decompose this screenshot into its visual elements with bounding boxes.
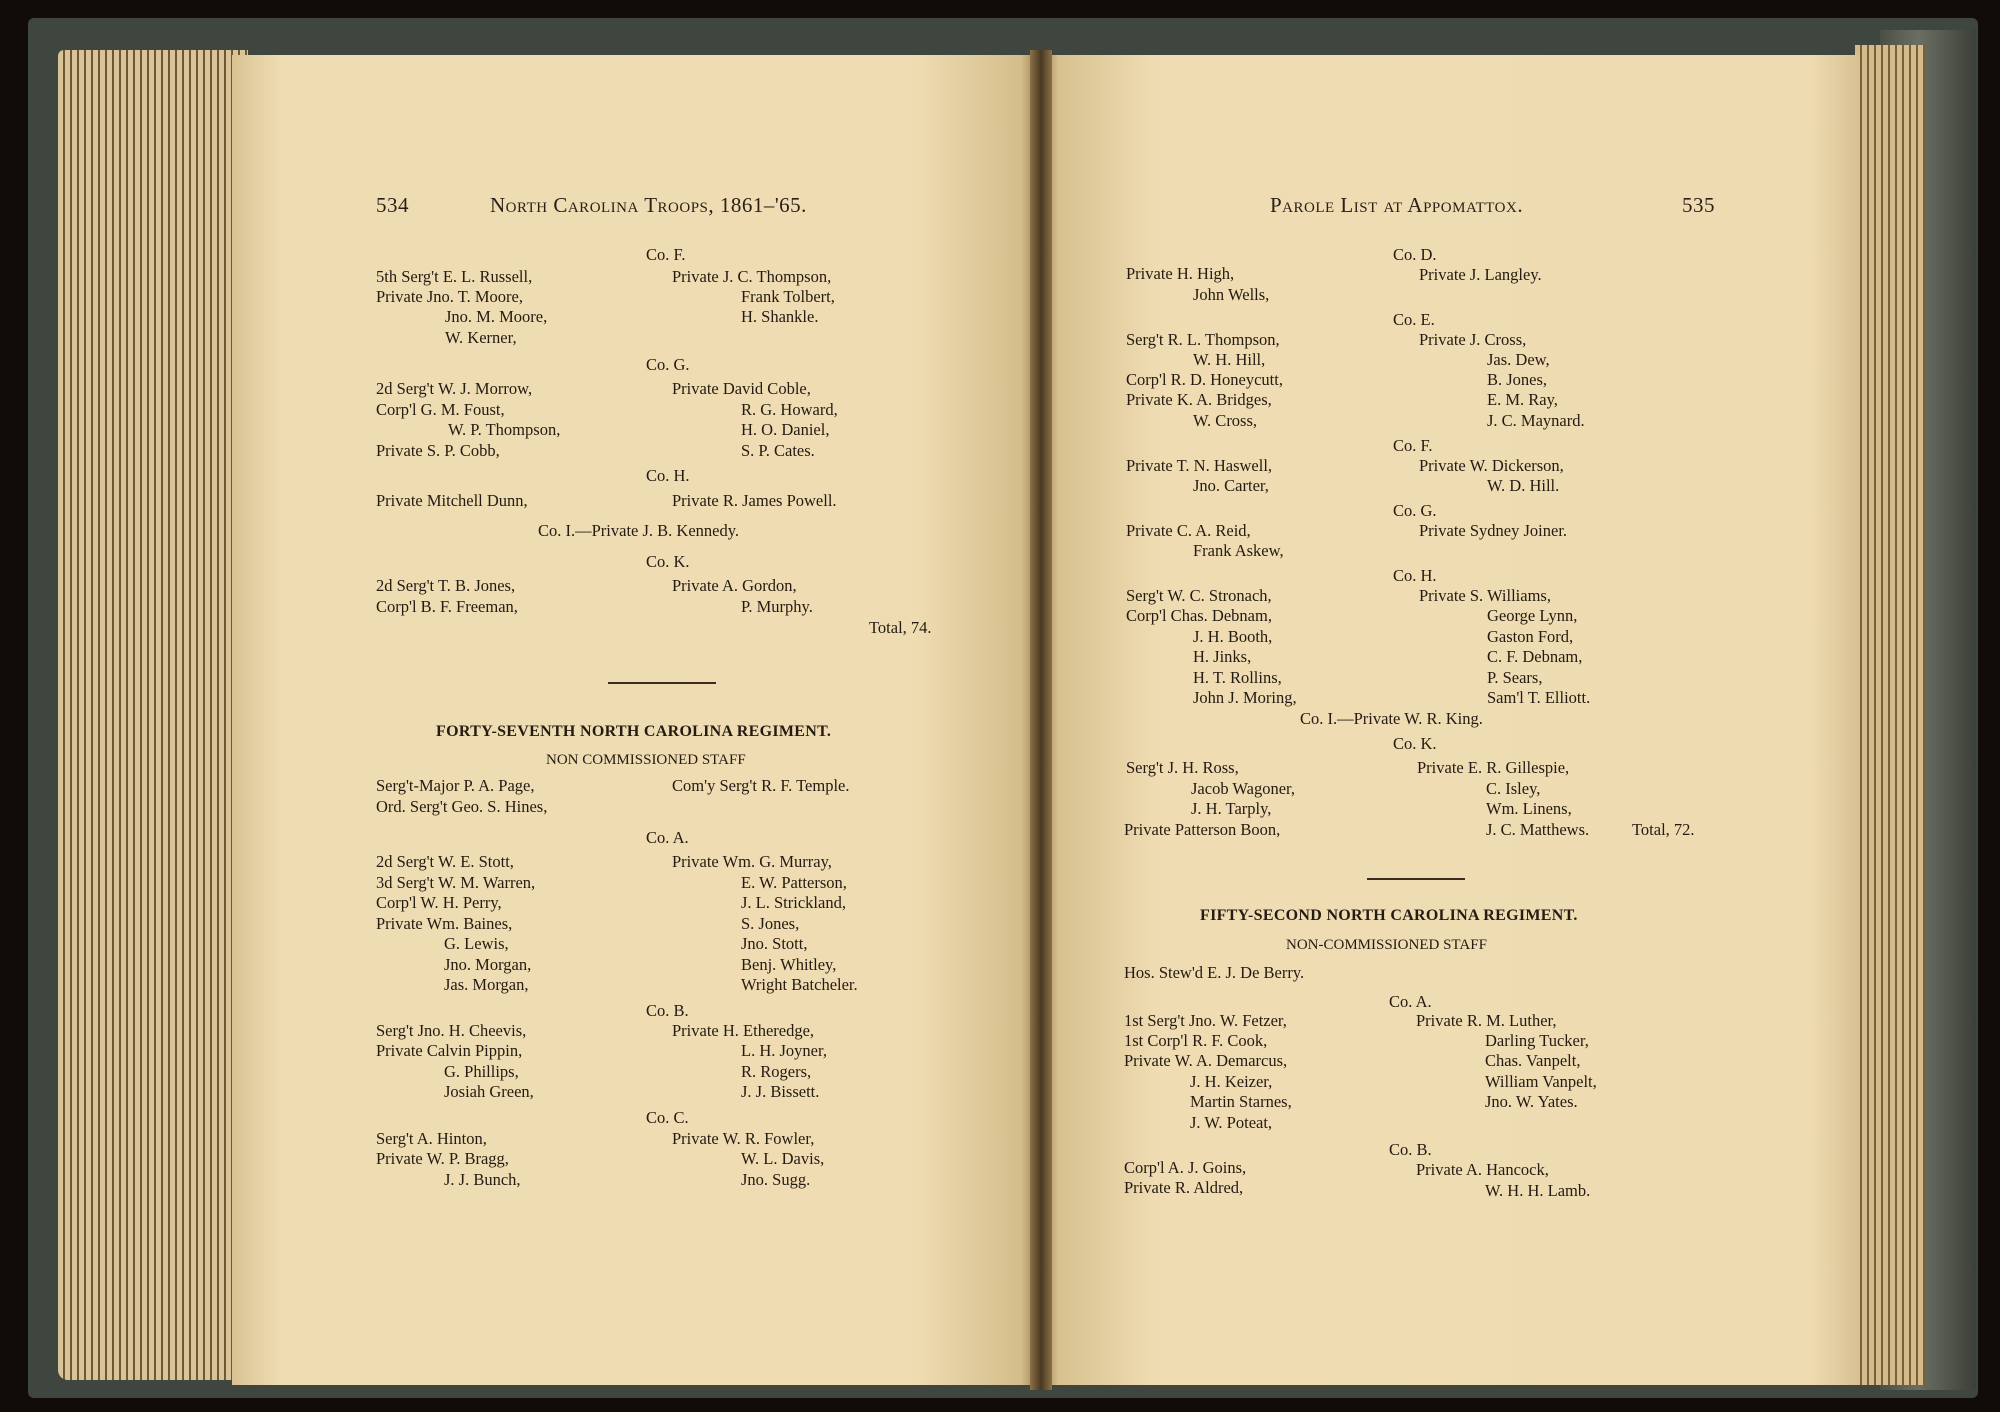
list-item: H. Jinks, <box>1193 647 1252 666</box>
list-item: Serg't R. L. Thompson, <box>1126 330 1280 349</box>
list-item: 2d Serg't W. J. Morrow, <box>376 379 533 398</box>
total: Total, 74. <box>869 618 932 637</box>
list-item: Corp'l A. J. Goins, <box>1124 1158 1247 1177</box>
list-item: Private S. Williams, <box>1419 586 1551 605</box>
list-item: Josiah Green, <box>444 1082 534 1101</box>
list-item: John J. Moring, <box>1193 688 1297 707</box>
list-item: Private Wm. Baines, <box>376 914 513 933</box>
list-item: W. Kerner, <box>445 328 517 347</box>
list-item: Private J. Cross, <box>1419 330 1527 349</box>
list-item: Ord. Serg't Geo. S. Hines, <box>376 797 548 816</box>
list-item: Private Jno. T. Moore, <box>376 287 523 306</box>
divider <box>1367 878 1465 880</box>
list-item: P. Murphy. <box>741 597 813 616</box>
list-item: J. L. Strickland, <box>741 893 846 912</box>
company-heading: Co. K. <box>1393 734 1437 753</box>
list-item: Private A. Gordon, <box>672 576 797 595</box>
left-page-stack <box>58 50 248 1380</box>
list-item: Private W. P. Bragg, <box>376 1149 509 1168</box>
list-item: Corp'l Chas. Debnam, <box>1126 606 1272 625</box>
list-item: Private T. N. Haswell, <box>1126 456 1273 475</box>
list-item: W. D. Hill. <box>1487 476 1560 495</box>
list-item: William Vanpelt, <box>1485 1072 1597 1091</box>
list-item: J. H. Booth, <box>1193 627 1273 646</box>
list-item: Private Mitchell Dunn, <box>376 491 528 510</box>
list-item: Jas. Morgan, <box>444 975 529 994</box>
list-item: Private Calvin Pippin, <box>376 1041 523 1060</box>
list-item: H. T. Rollins, <box>1193 668 1282 687</box>
company-heading: Co. F. <box>646 245 686 264</box>
list-item: 2d Serg't T. B. Jones, <box>376 576 516 595</box>
list-item: J. J. Bunch, <box>444 1170 521 1189</box>
list-item: P. Sears, <box>1487 668 1543 687</box>
list-item: Co. I.—Private J. B. Kennedy. <box>538 521 740 540</box>
list-item: H. O. Daniel, <box>741 420 830 439</box>
company-heading: Co. C. <box>646 1108 689 1127</box>
list-item: Darling Tucker, <box>1485 1031 1589 1050</box>
list-item: J. C. Maynard. <box>1487 411 1585 430</box>
list-item: Serg't Jno. H. Cheevis, <box>376 1021 527 1040</box>
list-item: W. L. Davis, <box>741 1149 825 1168</box>
list-item: J. C. Matthews. <box>1486 820 1590 839</box>
list-item: Private K. A. Bridges, <box>1126 390 1272 409</box>
list-item: Corp'l W. H. Perry, <box>376 893 502 912</box>
company-heading: Co. A. <box>1389 992 1432 1011</box>
staff-title: NON COMMISSIONED STAFF <box>546 752 746 768</box>
list-item: Private E. R. Gillespie, <box>1417 758 1570 777</box>
list-item: C. F. Debnam, <box>1487 647 1583 666</box>
list-item: W. P. Thompson, <box>448 420 561 439</box>
list-item: W. Cross, <box>1193 411 1258 430</box>
list-item: Jno. Carter, <box>1193 476 1269 495</box>
list-item: Private Patterson Boon, <box>1124 820 1281 839</box>
list-item: Jacob Wagoner, <box>1191 779 1296 798</box>
list-item: R. Rogers, <box>741 1062 812 1081</box>
list-item: H. Shankle. <box>741 307 819 326</box>
list-item: W. H. H. Lamb. <box>1485 1181 1591 1200</box>
list-item: Private H. High, <box>1126 264 1235 283</box>
company-heading: Co. E. <box>1393 310 1435 329</box>
company-heading: Co. F. <box>1393 436 1433 455</box>
company-heading: Co. H. <box>646 466 690 485</box>
list-item: 1st Corp'l R. F. Cook, <box>1124 1031 1268 1050</box>
list-item: Frank Tolbert, <box>741 287 835 306</box>
list-item: S. Jones, <box>741 914 800 933</box>
list-item: W. H. Hill, <box>1193 350 1266 369</box>
list-item: Co. I.—Private W. R. King. <box>1300 709 1483 728</box>
list-item: 3d Serg't W. M. Warren, <box>376 873 536 892</box>
list-item: Private A. Hancock, <box>1416 1160 1549 1179</box>
company-heading: Co. A. <box>646 828 689 847</box>
list-item: 5th Serg't E. L. Russell, <box>376 267 533 286</box>
list-item: 2d Serg't W. E. Stott, <box>376 852 514 871</box>
list-item: Hos. Stew'd E. J. De Berry. <box>1124 963 1305 982</box>
list-item: Serg't J. H. Ross, <box>1126 758 1239 777</box>
list-item: Serg't-Major P. A. Page, <box>376 776 535 795</box>
page-number: 535 <box>1682 193 1715 217</box>
list-item: J. H. Tarply, <box>1191 799 1272 818</box>
company-heading: Co. B. <box>1389 1140 1432 1159</box>
list-item: S. P. Cates. <box>741 441 815 460</box>
list-item: Com'y Serg't R. F. Temple. <box>672 776 850 795</box>
list-item: Private W. R. Fowler, <box>672 1129 815 1148</box>
regiment-title: FORTY-SEVENTH NORTH CAROLINA REGIMENT. <box>436 723 832 740</box>
company-heading: Co. G. <box>646 355 690 374</box>
list-item: E. M. Ray, <box>1487 390 1558 409</box>
list-item: Private J. C. Thompson, <box>672 267 832 286</box>
book-gutter <box>1030 50 1052 1390</box>
list-item: Private W. A. Demarcus, <box>1124 1051 1288 1070</box>
list-item: C. Isley, <box>1486 779 1541 798</box>
list-item: E. W. Patterson, <box>741 873 847 892</box>
divider <box>608 682 716 684</box>
list-item: Private H. Etheredge, <box>672 1021 815 1040</box>
company-heading: Co. D. <box>1393 245 1437 264</box>
list-item: Corp'l R. D. Honeycutt, <box>1126 370 1283 389</box>
list-item: J. W. Poteat, <box>1190 1113 1273 1132</box>
list-item: Corp'l G. M. Foust, <box>376 400 505 419</box>
list-item: Private David Coble, <box>672 379 811 398</box>
list-item: Jno. W. Yates. <box>1485 1092 1578 1111</box>
list-item: Frank Askew, <box>1193 541 1284 560</box>
list-item: John Wells, <box>1193 285 1270 304</box>
list-item: L. H. Joyner, <box>741 1041 827 1060</box>
total: Total, 72. <box>1632 820 1695 839</box>
list-item: Wright Batcheler. <box>741 975 858 994</box>
regiment-title: FIFTY-SECOND NORTH CAROLINA REGIMENT. <box>1200 907 1578 924</box>
list-item: Chas. Vanpelt, <box>1485 1051 1581 1070</box>
list-item: George Lynn, <box>1487 606 1578 625</box>
list-item: Private R. James Powell. <box>672 491 837 510</box>
list-item: Wm. Linens, <box>1486 799 1572 818</box>
list-item: Private C. A. Reid, <box>1126 521 1251 540</box>
left-page <box>232 55 1037 1385</box>
list-item: Private Sydney Joiner. <box>1419 521 1568 540</box>
list-item: G. Lewis, <box>444 934 509 953</box>
company-heading: Co. G. <box>1393 501 1437 520</box>
list-item: R. G. Howard, <box>741 400 838 419</box>
list-item: Martin Starnes, <box>1190 1092 1292 1111</box>
staff-title: NON-COMMISSIONED STAFF <box>1286 937 1487 953</box>
list-item: Jno. M. Moore, <box>445 307 548 326</box>
list-item: Serg't W. C. Stronach, <box>1126 586 1272 605</box>
list-item: Jno. Morgan, <box>444 955 532 974</box>
list-item: J. H. Keizer, <box>1190 1072 1273 1091</box>
list-item: Private J. Langley. <box>1419 265 1542 284</box>
list-item: Benj. Whitley, <box>741 955 837 974</box>
list-item: Private R. M. Luther, <box>1416 1011 1557 1030</box>
list-item: Private S. P. Cobb, <box>376 441 500 460</box>
running-header: Parole List at Appomattox. <box>1270 193 1524 217</box>
list-item: Corp'l B. F. Freeman, <box>376 597 518 616</box>
list-item: Private R. Aldred, <box>1124 1178 1244 1197</box>
company-heading: Co. H. <box>1393 566 1437 585</box>
list-item: 1st Serg't Jno. W. Fetzer, <box>1124 1011 1287 1030</box>
list-item: Jno. Stott, <box>741 934 808 953</box>
list-item: Jas. Dew, <box>1487 350 1550 369</box>
list-item: B. Jones, <box>1487 370 1548 389</box>
right-page-stack <box>1855 45 1925 1385</box>
company-heading: Co. B. <box>646 1001 689 1020</box>
company-heading: Co. K. <box>646 552 690 571</box>
list-item: J. J. Bissett. <box>741 1082 820 1101</box>
list-item: Sam'l T. Elliott. <box>1487 688 1591 707</box>
list-item: Serg't A. Hinton, <box>376 1129 487 1148</box>
list-item: Gaston Ford, <box>1487 627 1574 646</box>
page-number: 534 <box>376 193 409 217</box>
list-item: Private W. Dickerson, <box>1419 456 1564 475</box>
list-item: Private Wm. G. Murray, <box>672 852 832 871</box>
list-item: Jno. Sugg. <box>741 1170 811 1189</box>
list-item: G. Phillips, <box>444 1062 519 1081</box>
running-header: North Carolina Troops, 1861–'65. <box>490 193 807 217</box>
